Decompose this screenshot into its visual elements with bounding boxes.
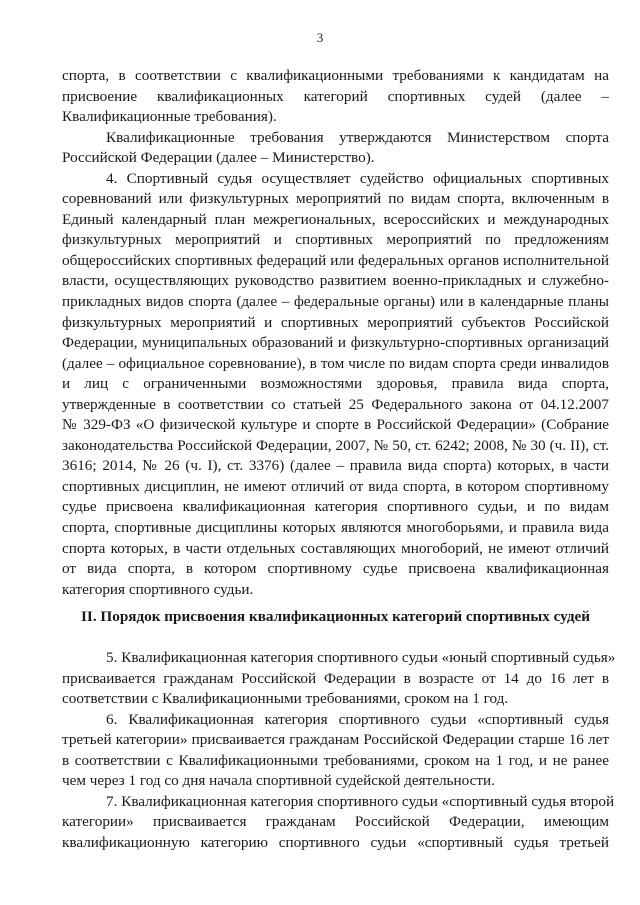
text-line: № 329-ФЗ «О физической культуре и спорте в Российской Федерации» (Собрание — [62, 416, 609, 434]
text-line: судье присвоена квалификационная категория спортивного судьи, и по видам — [62, 498, 609, 516]
text-line: Федерации, муниципальных образований и физкультурно-спортивных организаций — [62, 334, 609, 352]
text-line: 6. Квалификационная категория спортивного судьи «спортивный судья — [106, 710, 609, 728]
page-number: 3 — [316, 30, 324, 45]
text-line: соревнований или физкультурных мероприятий по видам спорта, включенным в — [62, 190, 609, 208]
text-line: физкультурных мероприятий и спортивных мероприятий по предложениям — [62, 231, 609, 249]
text-line: прикладных видов спорта (далее – федеральные органы) или в календарные планы — [62, 293, 609, 311]
text-line: 4. Спортивный судья осуществляет судейство официальных спортивных — [106, 169, 609, 187]
text-line: власти, осуществляющих руководство развитием военно-прикладных и служебно- — [62, 272, 609, 290]
text-line: соответствии с Квалификационными требованиями, сроком на 1 год. — [62, 690, 509, 708]
text-line: Квалификационные требования). — [62, 108, 277, 126]
text-line: категории» присваивается гражданам Российской Федерации, имеющим — [62, 813, 609, 831]
body-text-section-2 — [62, 648, 616, 853]
text-line: спортивных дисциплин, не имеют отличий от вида спорта, в котором спортивному — [62, 477, 609, 495]
text-line: спорта, спортивные дисциплины которых являются многоборьями, и правила вида — [62, 519, 609, 537]
text-line: в соответствии с Квалификационными требованиями, сроком на 1 год, и не ранее — [62, 751, 609, 769]
text-line: спорта, в соответствии с квалификационными требованиями к кандидатам на — [62, 67, 609, 84]
text-line: Единый календарный план межрегиональных, всероссийских и международных — [62, 210, 609, 228]
text-line: общероссийских спортивных федераций или федеральных органов исполнительной — [62, 251, 609, 269]
text-line: утвержденные в соответствии со статьей 25 Федерального закона от 04.12.2007 — [62, 395, 609, 413]
text-line: 5. Квалификационная категория спортивного судьи «юный спортивный судья» — [106, 649, 616, 666]
text-line: 3616; 2014, № 26 (ч. I), ст. 3376) (далее – правила вида спорта) которых, в части — [62, 457, 609, 475]
body-text-section-1 — [62, 66, 609, 600]
text-line: (далее – официальное соревнование), в том числе по видам спорта среди инвалидов — [62, 354, 609, 372]
section-heading: II. Порядок присвоения квалификационных категорий спортивных судей — [81, 608, 590, 625]
text-line: Российской Федерации (далее – Министерство). — [62, 149, 375, 167]
text-line: третьей категории» присваивается гражданам Российской Федерации старше 16 лет — [62, 731, 609, 749]
text-line: категория спортивного судьи. — [62, 580, 254, 598]
text-line: чем через 1 год со дня начала спортивной судейской деятельности. — [62, 772, 495, 790]
text-line: Квалификационные требования утверждаются Министерством спорта — [106, 128, 609, 146]
text-line: присвоение квалификационных категорий спортивных судей (далее – — [62, 87, 609, 105]
text-line: и лиц с ограниченными возможностями здоровья, правила вида спорта, — [62, 375, 609, 393]
text-line: присваивается гражданам Российской Федерации в возрасте от 14 до 16 лет в — [62, 669, 609, 687]
text-line: физкультурных мероприятий и спортивных мероприятий субъектов Российской — [62, 313, 609, 331]
text-line: квалификационную категорию спортивного судьи «спортивный судья третьей — [62, 833, 609, 851]
text-line: от вида спорта, в котором спортивному судье присвоена квалификационная — [62, 560, 609, 578]
text-line: законодательства Российской Федерации, 2007, № 50, ст. 6242; 2008, № 30 (ч. II), ст. — [62, 436, 609, 454]
text-line: спорта которых, в части отдельных составляющих многоборий, не имеют отличий — [62, 539, 609, 557]
text-line: 7. Квалификационная категория спортивного судьи «спортивный судья второй — [106, 792, 615, 810]
